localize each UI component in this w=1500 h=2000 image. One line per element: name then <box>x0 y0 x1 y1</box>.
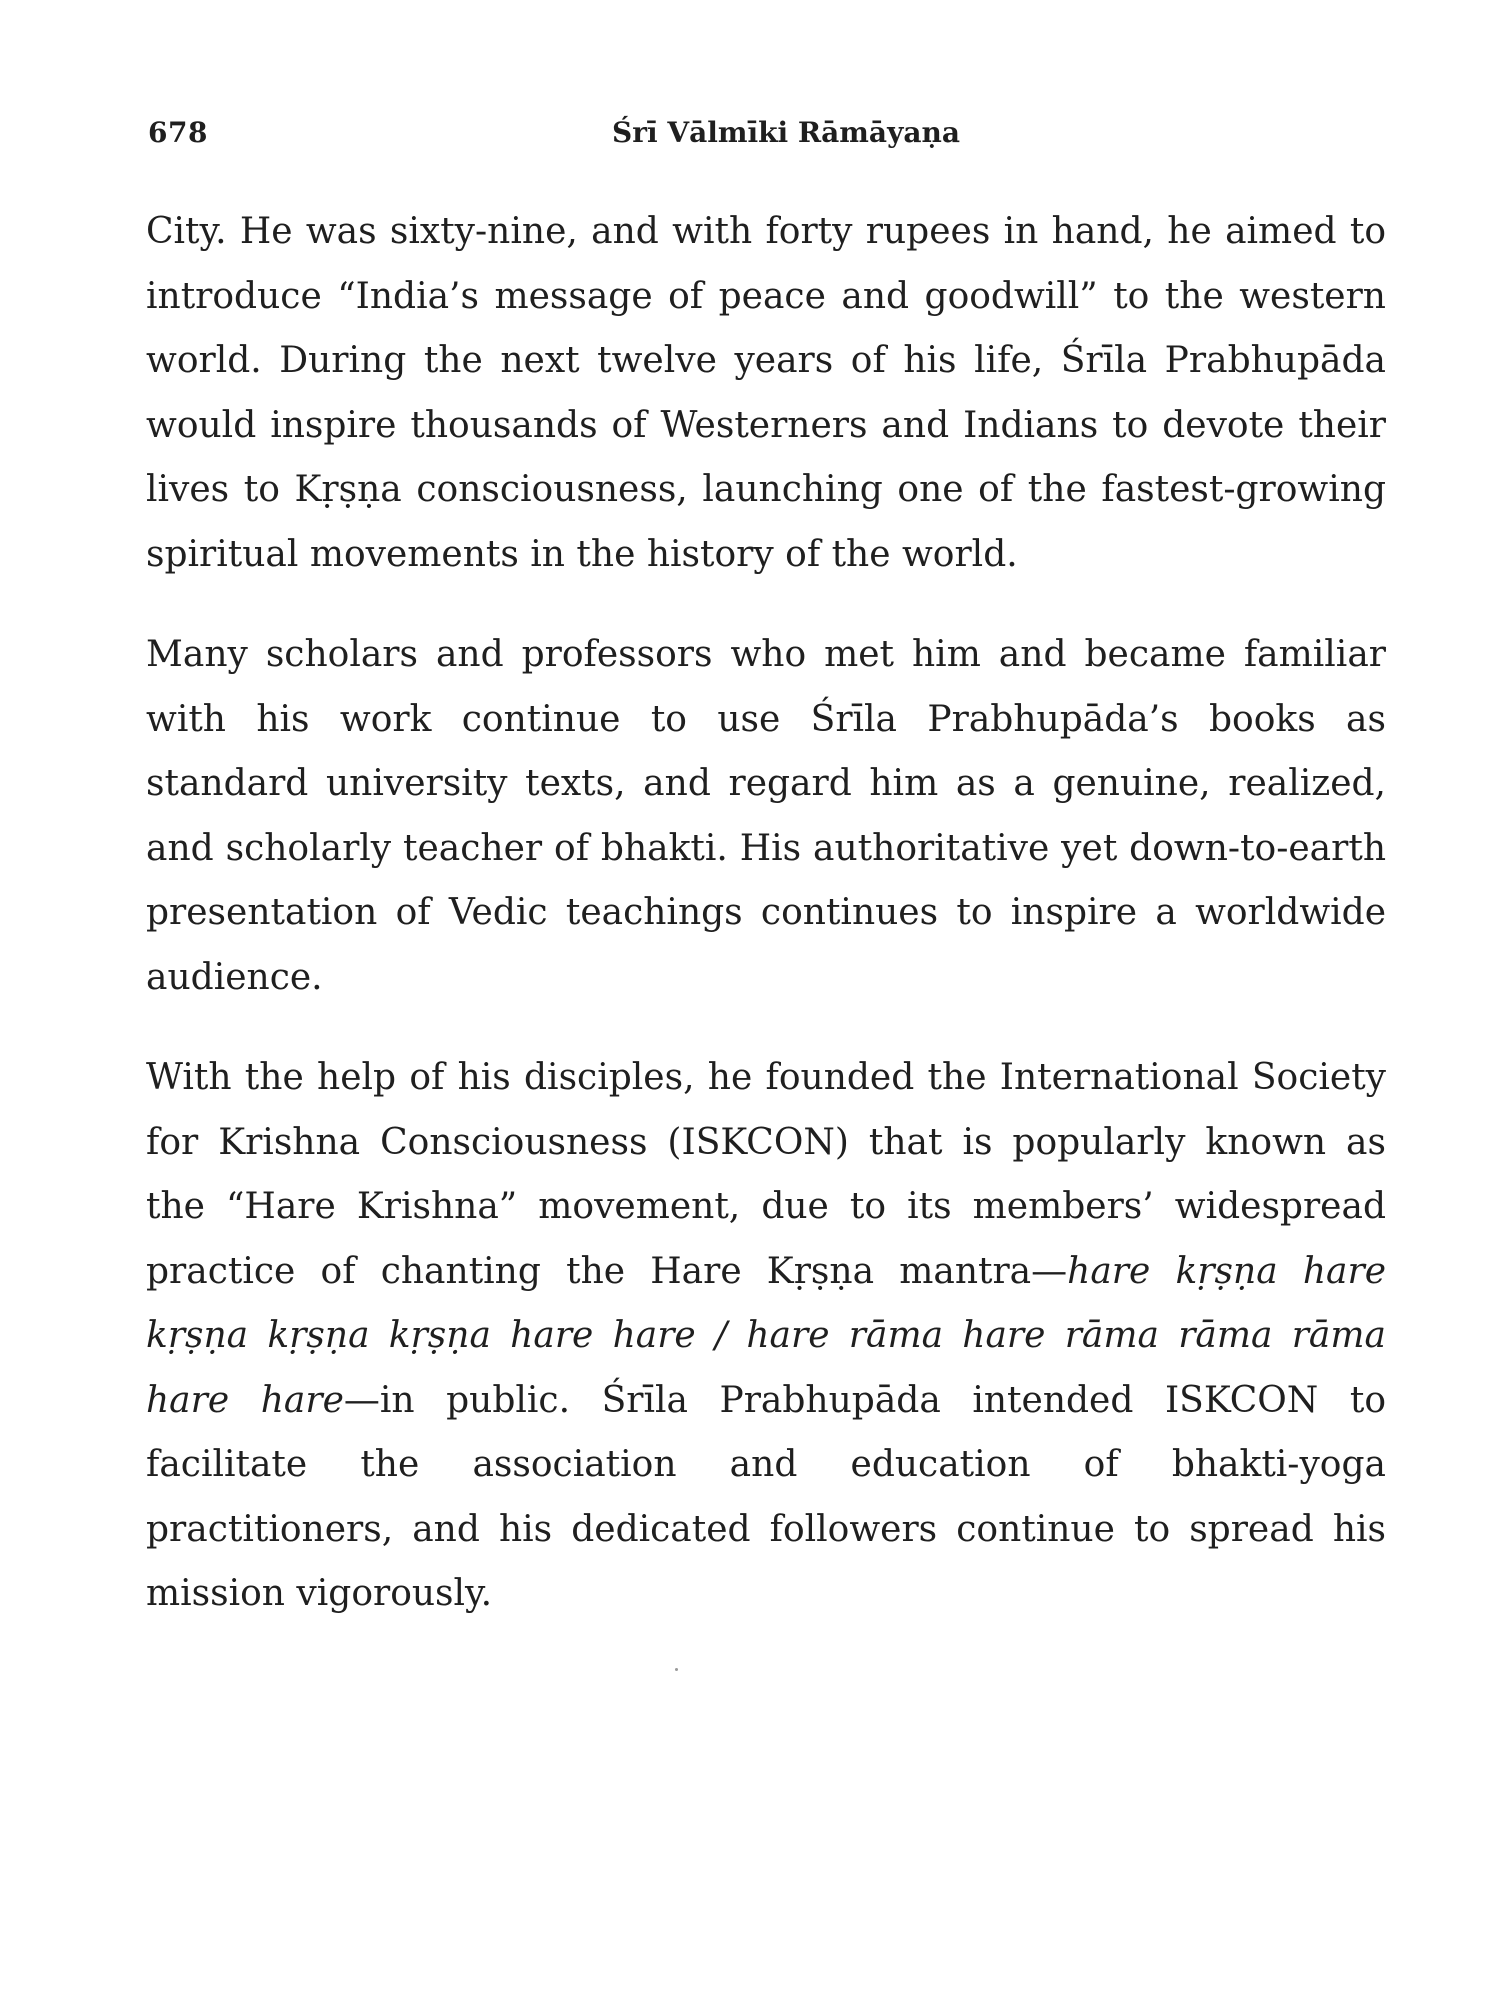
paragraph-3 <box>146 1046 1386 1627</box>
paragraph-2: Many scholars and professors who met him and became familiar with his work continue to use Śrīla Prabhupāda’s books as standard university texts, and regard him as a genuine, realized, and scholarly teacher of bhakti. His authoritative yet down-to-earth presentation of Vedic teachings continues to inspire a worldwide audience. <box>146 634 1386 998</box>
mantra-italic: hare kṛṣṇa hare kṛṣṇa kṛṣṇa kṛṣṇa hare hare / hare rāma hare rāma rāma rāma hare hare <box>146 1250 1387 1421</box>
paragraph-1: City. He was sixty-nine, and with forty rupees in hand, he aimed to introduce “India’s message of peace and goodwill” to the western world. During the next twelve years of his life, Śrīla Prabhupāda would inspire thousands of Westerners and Indians to devote their lives to Kṛṣṇa consciousness, launching one of the fastest-growing spiritual movements in the history of the world. <box>146 211 1386 575</box>
running-head <box>148 116 1384 160</box>
book-title: Śrī Vālmīki Rāmāyaṇa <box>611 116 960 149</box>
body-text <box>146 200 1386 1663</box>
paragraph-3-text-after: —in public. Śrīla Prabhupāda intended ISKCON to facilitate the association and education of bhakti-yoga practitioners, and his dedicated followers continue to spread his mission vigorously. <box>146 1379 1386 1614</box>
page-number: 678 <box>148 116 208 149</box>
paragraph-3-text-before: With the help of his disciples, he founded the International Society for Krishna Consciousness (ISKCON) that is popularly known as the “Hare Krishna” movement, due to its members’ widespread practice of chanting the Hare Kṛṣṇa mantra— <box>146 1057 1386 1292</box>
speck <box>675 1668 678 1671</box>
